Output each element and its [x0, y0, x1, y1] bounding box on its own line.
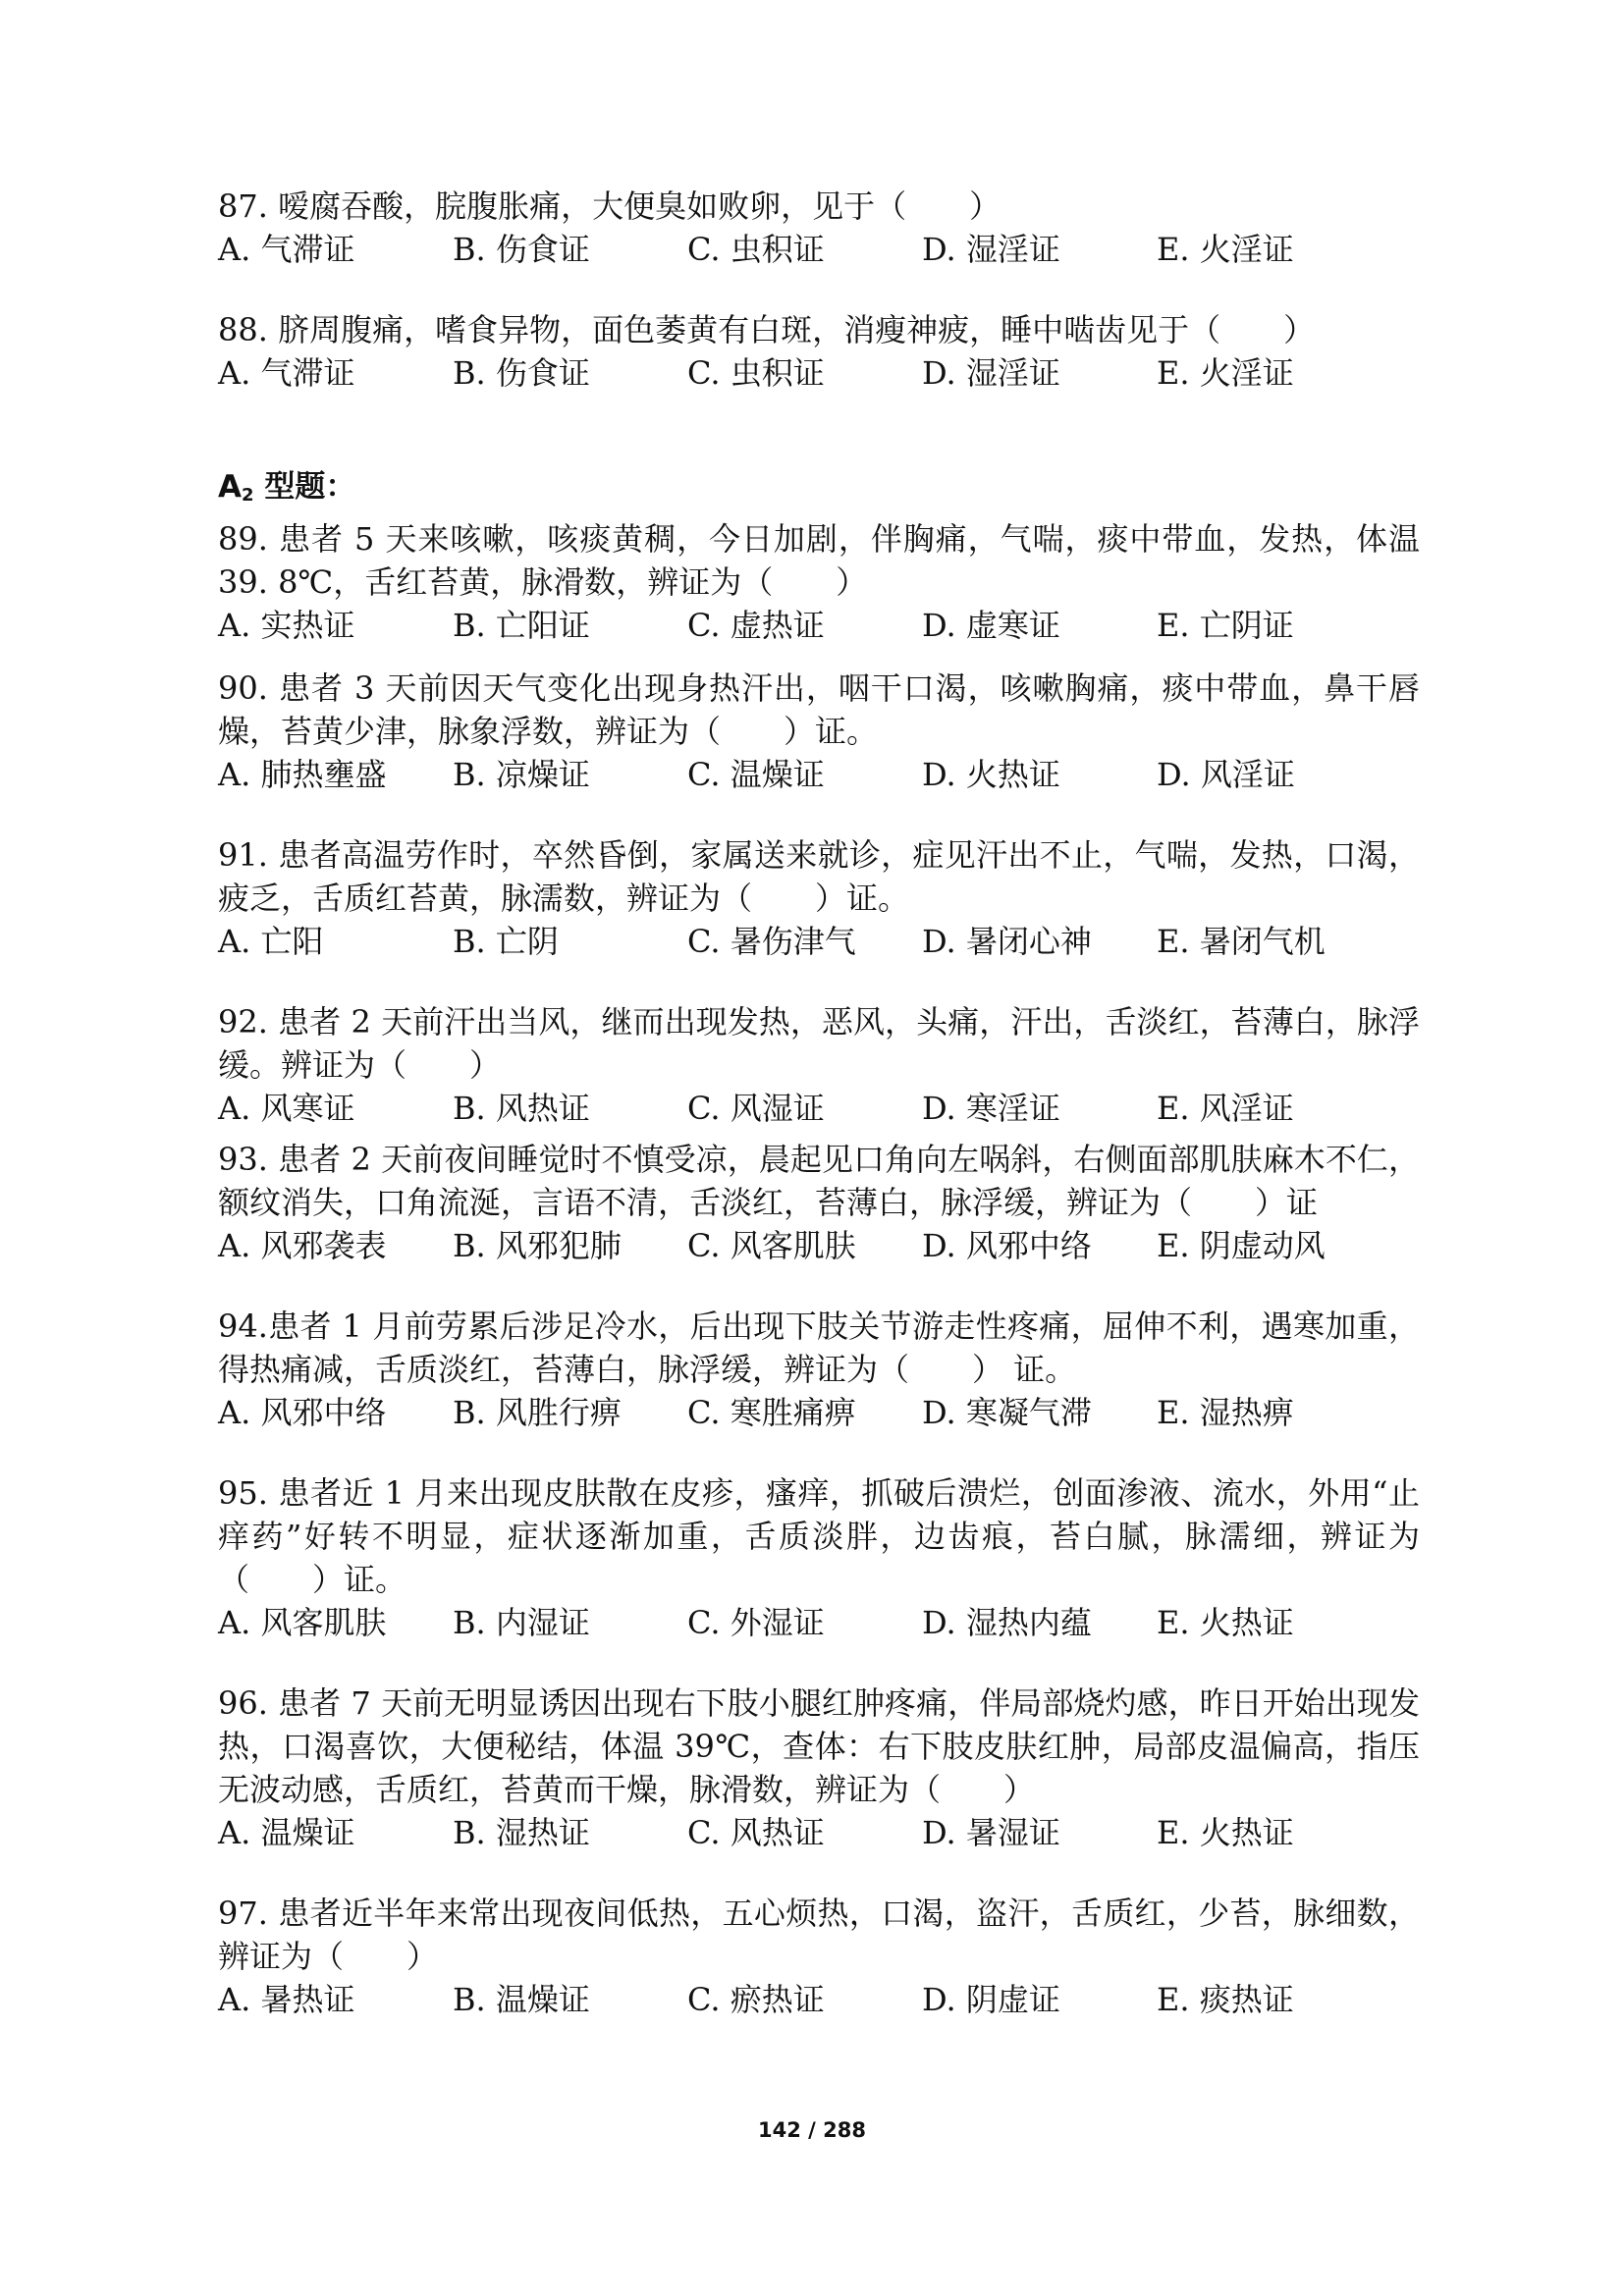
- option-a: A. 暑热证: [218, 1981, 355, 2018]
- question-stem: 97. 患者近半年来常出现夜间低热，五心烦热，口渴，盗汗，舌质红，少苔，脉细数，辨证为（ ）: [218, 1895, 1420, 1975]
- option-c: C. 寒胜痛痹: [687, 1394, 856, 1431]
- option-a: A. 风邪中络: [218, 1394, 387, 1431]
- option-e: E. 风淫证: [1157, 1090, 1294, 1127]
- question-93: [218, 1138, 1420, 1267]
- question-91: [218, 833, 1420, 963]
- option-b: B. 伤食证: [453, 354, 590, 392]
- question-89: [218, 517, 1420, 647]
- option-b: B. 内湿证: [453, 1604, 590, 1641]
- question-stem: 90. 患者 3 天前因天气变化出现身热汗出，咽干口渴，咳嗽胸痛，痰中带血，鼻干唇燥，苔黄少津，脉象浮数，辨证为（ ）证。: [218, 669, 1420, 750]
- option-c: C. 外湿证: [687, 1604, 825, 1641]
- option-row: [218, 1224, 1420, 1267]
- option-e: E. 亡阴证: [1157, 607, 1294, 644]
- option-c: C. 风热证: [687, 1814, 825, 1851]
- option-row: [218, 604, 1420, 647]
- option-c: C. 虫积证: [687, 354, 825, 392]
- option-a: A. 风寒证: [218, 1090, 355, 1127]
- option-c: C. 暑伤津气: [687, 923, 856, 960]
- question-95: [218, 1471, 1420, 1644]
- question-stem: 91. 患者高温劳作时，卒然昏倒，家属送来就诊，症见汗出不止，气喘，发热，口渴，疲乏，舌质红苔黄，脉濡数，辨证为（ ）证。: [218, 836, 1420, 917]
- option-a: A. 风邪袭表: [218, 1227, 387, 1264]
- question-stem: 93. 患者 2 天前夜间睡觉时不慎受凉，晨起见口角向左㖞斜，右侧面部肌肤麻木不仁，额纹消失，口角流涎，言语不清，舌淡红，苔薄白，脉浮缓，辨证为（ ）证: [218, 1141, 1420, 1221]
- option-a: A. 实热证: [218, 607, 355, 644]
- question-88: [218, 308, 1420, 395]
- option-d: D. 寒凝气滞: [922, 1394, 1092, 1431]
- option-a: A. 风客肌肤: [218, 1604, 387, 1641]
- option-d: D. 阴虚证: [922, 1981, 1060, 2018]
- option-b: B. 湿热证: [453, 1814, 590, 1851]
- section-title: [218, 465, 1420, 517]
- option-a: A. 气滞证: [218, 354, 355, 392]
- option-e: E. 火热证: [1157, 1814, 1294, 1851]
- option-c: C. 虫积证: [687, 231, 825, 268]
- question-stem: 94.患者 1 月前劳累后涉足冷水，后出现下肢关节游走性疼痛，屈伸不利，遇寒加重，得热痛减，舌质淡红，苔薄白，脉浮缓，辨证为（ ） 证。: [218, 1308, 1420, 1388]
- question-stem: 92. 患者 2 天前汗出当风，继而出现发热，恶风，头痛，汗出，舌淡红，苔薄白，脉浮缓。辨证为（ ）: [218, 1003, 1420, 1084]
- option-row: [218, 920, 1420, 963]
- option-c: C. 虚热证: [687, 607, 825, 644]
- option-e: E. 火淫证: [1157, 354, 1294, 392]
- option-d: D. 寒淫证: [922, 1090, 1060, 1127]
- option-row: [218, 1391, 1420, 1434]
- option-a: A. 肺热壅盛: [218, 756, 387, 793]
- page-number: 142 / 288: [758, 2118, 866, 2142]
- option-d: D. 暑闭心神: [922, 923, 1092, 960]
- option-e: E. 阴虚动风: [1157, 1227, 1326, 1264]
- section-title-suffix: 型题：: [253, 469, 356, 505]
- option-b: B. 亡阴: [453, 923, 559, 960]
- question-92: [218, 1000, 1420, 1130]
- option-b: B. 凉燥证: [453, 756, 590, 793]
- question-stem: 89. 患者 5 天来咳嗽，咳痰黄稠，今日加剧，伴胸痛，气喘，痰中带血，发热，体温 39. 8℃，舌红苔黄，脉滑数，辨证为（ ）: [218, 520, 1420, 601]
- question-stem: 87. 嗳腐吞酸，脘腹胀痛，大便臭如败卵，见于（ ）: [218, 187, 1001, 225]
- option-a: A. 亡阳: [218, 923, 324, 960]
- question-96: [218, 1682, 1420, 1854]
- option-c: C. 瘀热证: [687, 1981, 825, 2018]
- option-e: E. 湿热痹: [1157, 1394, 1294, 1431]
- section-title-subscript: 2: [242, 485, 254, 506]
- option-row: [218, 1087, 1420, 1130]
- question-87: [218, 185, 1420, 271]
- option-b: B. 风胜行痹: [453, 1394, 622, 1431]
- option-row: [218, 1811, 1420, 1854]
- option-c: C. 风客肌肤: [687, 1227, 856, 1264]
- option-row: [218, 1601, 1420, 1644]
- option-a: A. 气滞证: [218, 231, 355, 268]
- option-d: D. 火热证: [922, 756, 1060, 793]
- option-d: D. 虚寒证: [922, 607, 1060, 644]
- option-d: D. 湿淫证: [922, 231, 1060, 268]
- question-stem: 88. 脐周腹痛，嗜食异物，面色萎黄有白斑，消瘦神疲，睡中啮齿见于（ ）: [218, 311, 1316, 348]
- option-b: B. 伤食证: [453, 231, 590, 268]
- option-d: D. 风邪中络: [922, 1227, 1092, 1264]
- question-stem: 96. 患者 7 天前无明显诱因出现右下肢小腿红肿疼痛，伴局部烧灼感，昨日开始出现发热，口渴喜饮，大便秘结，体温 39℃，查体：右下肢皮肤红肿，局部皮温偏高，指压无波动感，舌质红，苔黄而干燥，脉滑数，辨证为（ ）: [218, 1684, 1420, 1808]
- option-d: D. 湿热内蕴: [922, 1604, 1092, 1641]
- question-97: [218, 1892, 1420, 2021]
- option-row: [218, 1978, 1420, 2021]
- section-title-prefix: A: [218, 469, 242, 505]
- option-b: B. 风热证: [453, 1090, 590, 1127]
- option-row: [218, 351, 1420, 395]
- option-e: D. 风淫证: [1157, 756, 1295, 793]
- question-90: [218, 667, 1420, 796]
- option-b: B. 风邪犯肺: [453, 1227, 622, 1264]
- option-row: [218, 753, 1420, 796]
- option-row: [218, 228, 1420, 271]
- option-e: E. 火淫证: [1157, 231, 1294, 268]
- option-d: D. 暑湿证: [922, 1814, 1060, 1851]
- question-94: [218, 1305, 1420, 1434]
- option-b: B. 亡阳证: [453, 607, 590, 644]
- option-a: A. 温燥证: [218, 1814, 355, 1851]
- option-c: C. 风湿证: [687, 1090, 825, 1127]
- option-e: E. 火热证: [1157, 1604, 1294, 1641]
- question-stem: 95. 患者近 1 月来出现皮肤散在皮疹，瘙痒，抓破后溃烂，创面渗液、流水，外用“止痒药”好转不明显，症状逐渐加重，舌质淡胖，边齿痕，苔白腻，脉濡细，辨证为（ ）证。: [218, 1474, 1420, 1598]
- option-d: D. 湿淫证: [922, 354, 1060, 392]
- option-c: C. 温燥证: [687, 756, 825, 793]
- option-e: E. 暑闭气机: [1157, 923, 1326, 960]
- option-b: B. 温燥证: [453, 1981, 590, 2018]
- page-content: [218, 185, 1420, 2021]
- option-e: E. 痰热证: [1157, 1981, 1294, 2018]
